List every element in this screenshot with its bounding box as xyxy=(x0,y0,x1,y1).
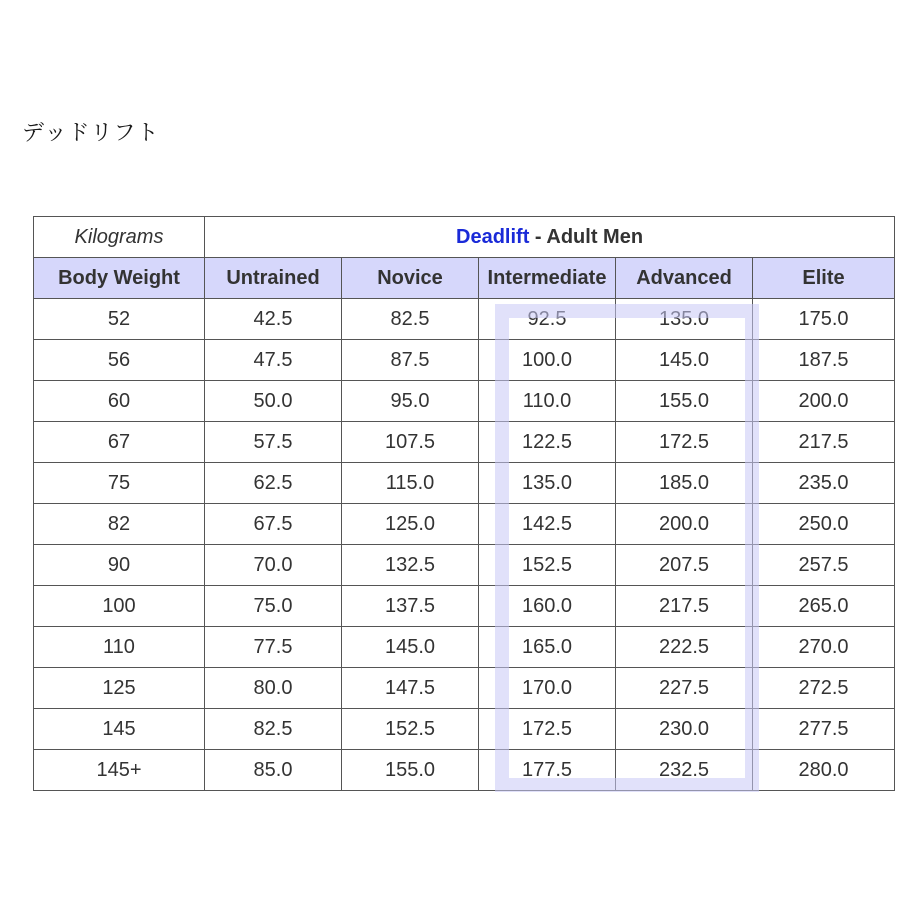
lift-value-cell: 170.0 xyxy=(479,668,616,709)
column-header: Intermediate xyxy=(479,258,616,299)
body-weight-cell: 60 xyxy=(34,381,205,422)
lift-value-cell: 85.0 xyxy=(205,750,342,791)
lift-value-cell: 115.0 xyxy=(342,463,479,504)
body-weight-cell: 82 xyxy=(34,504,205,545)
lift-value-cell: 217.5 xyxy=(753,422,895,463)
table-row xyxy=(34,504,895,545)
lift-value-cell: 82.5 xyxy=(205,709,342,750)
lift-value-cell: 280.0 xyxy=(753,750,895,791)
column-header: Advanced xyxy=(616,258,753,299)
lift-value-cell: 155.0 xyxy=(616,381,753,422)
lift-value-cell: 222.5 xyxy=(616,627,753,668)
body-weight-cell: 67 xyxy=(34,422,205,463)
lift-value-cell: 135.0 xyxy=(479,463,616,504)
table-title-rest: - Adult Men xyxy=(529,225,644,248)
column-header: Untrained xyxy=(205,258,342,299)
unit-label: Kilograms xyxy=(34,217,205,258)
lift-value-cell: 172.5 xyxy=(616,422,753,463)
body-weight-cell: 100 xyxy=(34,586,205,627)
body-weight-cell: 145 xyxy=(34,709,205,750)
lift-value-cell: 50.0 xyxy=(205,381,342,422)
lift-value-cell: 185.0 xyxy=(616,463,753,504)
lift-value-cell: 177.5 xyxy=(479,750,616,791)
table-row xyxy=(34,627,895,668)
body-weight-cell: 145+ xyxy=(34,750,205,791)
table-body xyxy=(34,299,895,791)
body-weight-cell: 90 xyxy=(34,545,205,586)
lift-value-cell: 57.5 xyxy=(205,422,342,463)
lift-value-cell: 160.0 xyxy=(479,586,616,627)
lift-value-cell: 95.0 xyxy=(342,381,479,422)
lift-value-cell: 70.0 xyxy=(205,545,342,586)
lift-value-cell: 142.5 xyxy=(479,504,616,545)
table-row xyxy=(34,668,895,709)
lift-value-cell: 232.5 xyxy=(616,750,753,791)
column-header: Elite xyxy=(753,258,895,299)
table-row xyxy=(34,545,895,586)
lift-value-cell: 265.0 xyxy=(753,586,895,627)
lift-value-cell: 155.0 xyxy=(342,750,479,791)
table-row xyxy=(34,750,895,791)
lift-value-cell: 272.5 xyxy=(753,668,895,709)
body-weight-cell: 75 xyxy=(34,463,205,504)
lift-value-cell: 145.0 xyxy=(342,627,479,668)
lift-value-cell: 110.0 xyxy=(479,381,616,422)
lift-value-cell: 207.5 xyxy=(616,545,753,586)
lift-value-cell: 147.5 xyxy=(342,668,479,709)
page-title: デッドリフト xyxy=(22,121,160,146)
lift-value-cell: 100.0 xyxy=(479,340,616,381)
lift-value-cell: 257.5 xyxy=(753,545,895,586)
lift-value-cell: 250.0 xyxy=(753,504,895,545)
lift-value-cell: 75.0 xyxy=(205,586,342,627)
deadlift-standards-table xyxy=(33,216,895,791)
lift-value-cell: 135.0 xyxy=(616,299,753,340)
lift-value-cell: 87.5 xyxy=(342,340,479,381)
lift-value-cell: 107.5 xyxy=(342,422,479,463)
lift-value-cell: 125.0 xyxy=(342,504,479,545)
lift-value-cell: 152.5 xyxy=(479,545,616,586)
table-row xyxy=(34,709,895,750)
deadlift-standards-table-wrapper xyxy=(33,216,894,791)
lift-value-cell: 42.5 xyxy=(205,299,342,340)
table-row xyxy=(34,422,895,463)
column-header: Novice xyxy=(342,258,479,299)
lift-value-cell: 230.0 xyxy=(616,709,753,750)
column-header-row xyxy=(34,258,895,299)
table-row xyxy=(34,381,895,422)
lift-value-cell: 145.0 xyxy=(616,340,753,381)
lift-value-cell: 200.0 xyxy=(753,381,895,422)
lift-value-cell: 270.0 xyxy=(753,627,895,668)
lift-value-cell: 200.0 xyxy=(616,504,753,545)
lift-value-cell: 172.5 xyxy=(479,709,616,750)
lift-value-cell: 122.5 xyxy=(479,422,616,463)
lift-value-cell: 67.5 xyxy=(205,504,342,545)
table-row xyxy=(34,340,895,381)
lift-value-cell: 132.5 xyxy=(342,545,479,586)
body-weight-cell: 110 xyxy=(34,627,205,668)
lift-value-cell: 235.0 xyxy=(753,463,895,504)
table-row xyxy=(34,586,895,627)
lift-value-cell: 92.5 xyxy=(479,299,616,340)
lift-value-cell: 217.5 xyxy=(616,586,753,627)
lift-value-cell: 152.5 xyxy=(342,709,479,750)
lift-value-cell: 227.5 xyxy=(616,668,753,709)
lift-value-cell: 277.5 xyxy=(753,709,895,750)
body-weight-cell: 52 xyxy=(34,299,205,340)
lift-value-cell: 187.5 xyxy=(753,340,895,381)
lift-value-cell: 137.5 xyxy=(342,586,479,627)
column-header: Body Weight xyxy=(34,258,205,299)
lift-value-cell: 175.0 xyxy=(753,299,895,340)
lift-value-cell: 82.5 xyxy=(342,299,479,340)
lift-value-cell: 165.0 xyxy=(479,627,616,668)
lift-value-cell: 77.5 xyxy=(205,627,342,668)
table-title-lift: Deadlift xyxy=(456,225,530,248)
lift-value-cell: 62.5 xyxy=(205,463,342,504)
table-row xyxy=(34,299,895,340)
lift-value-cell: 80.0 xyxy=(205,668,342,709)
table-title xyxy=(205,217,895,258)
table-row xyxy=(34,463,895,504)
body-weight-cell: 125 xyxy=(34,668,205,709)
lift-value-cell: 47.5 xyxy=(205,340,342,381)
body-weight-cell: 56 xyxy=(34,340,205,381)
